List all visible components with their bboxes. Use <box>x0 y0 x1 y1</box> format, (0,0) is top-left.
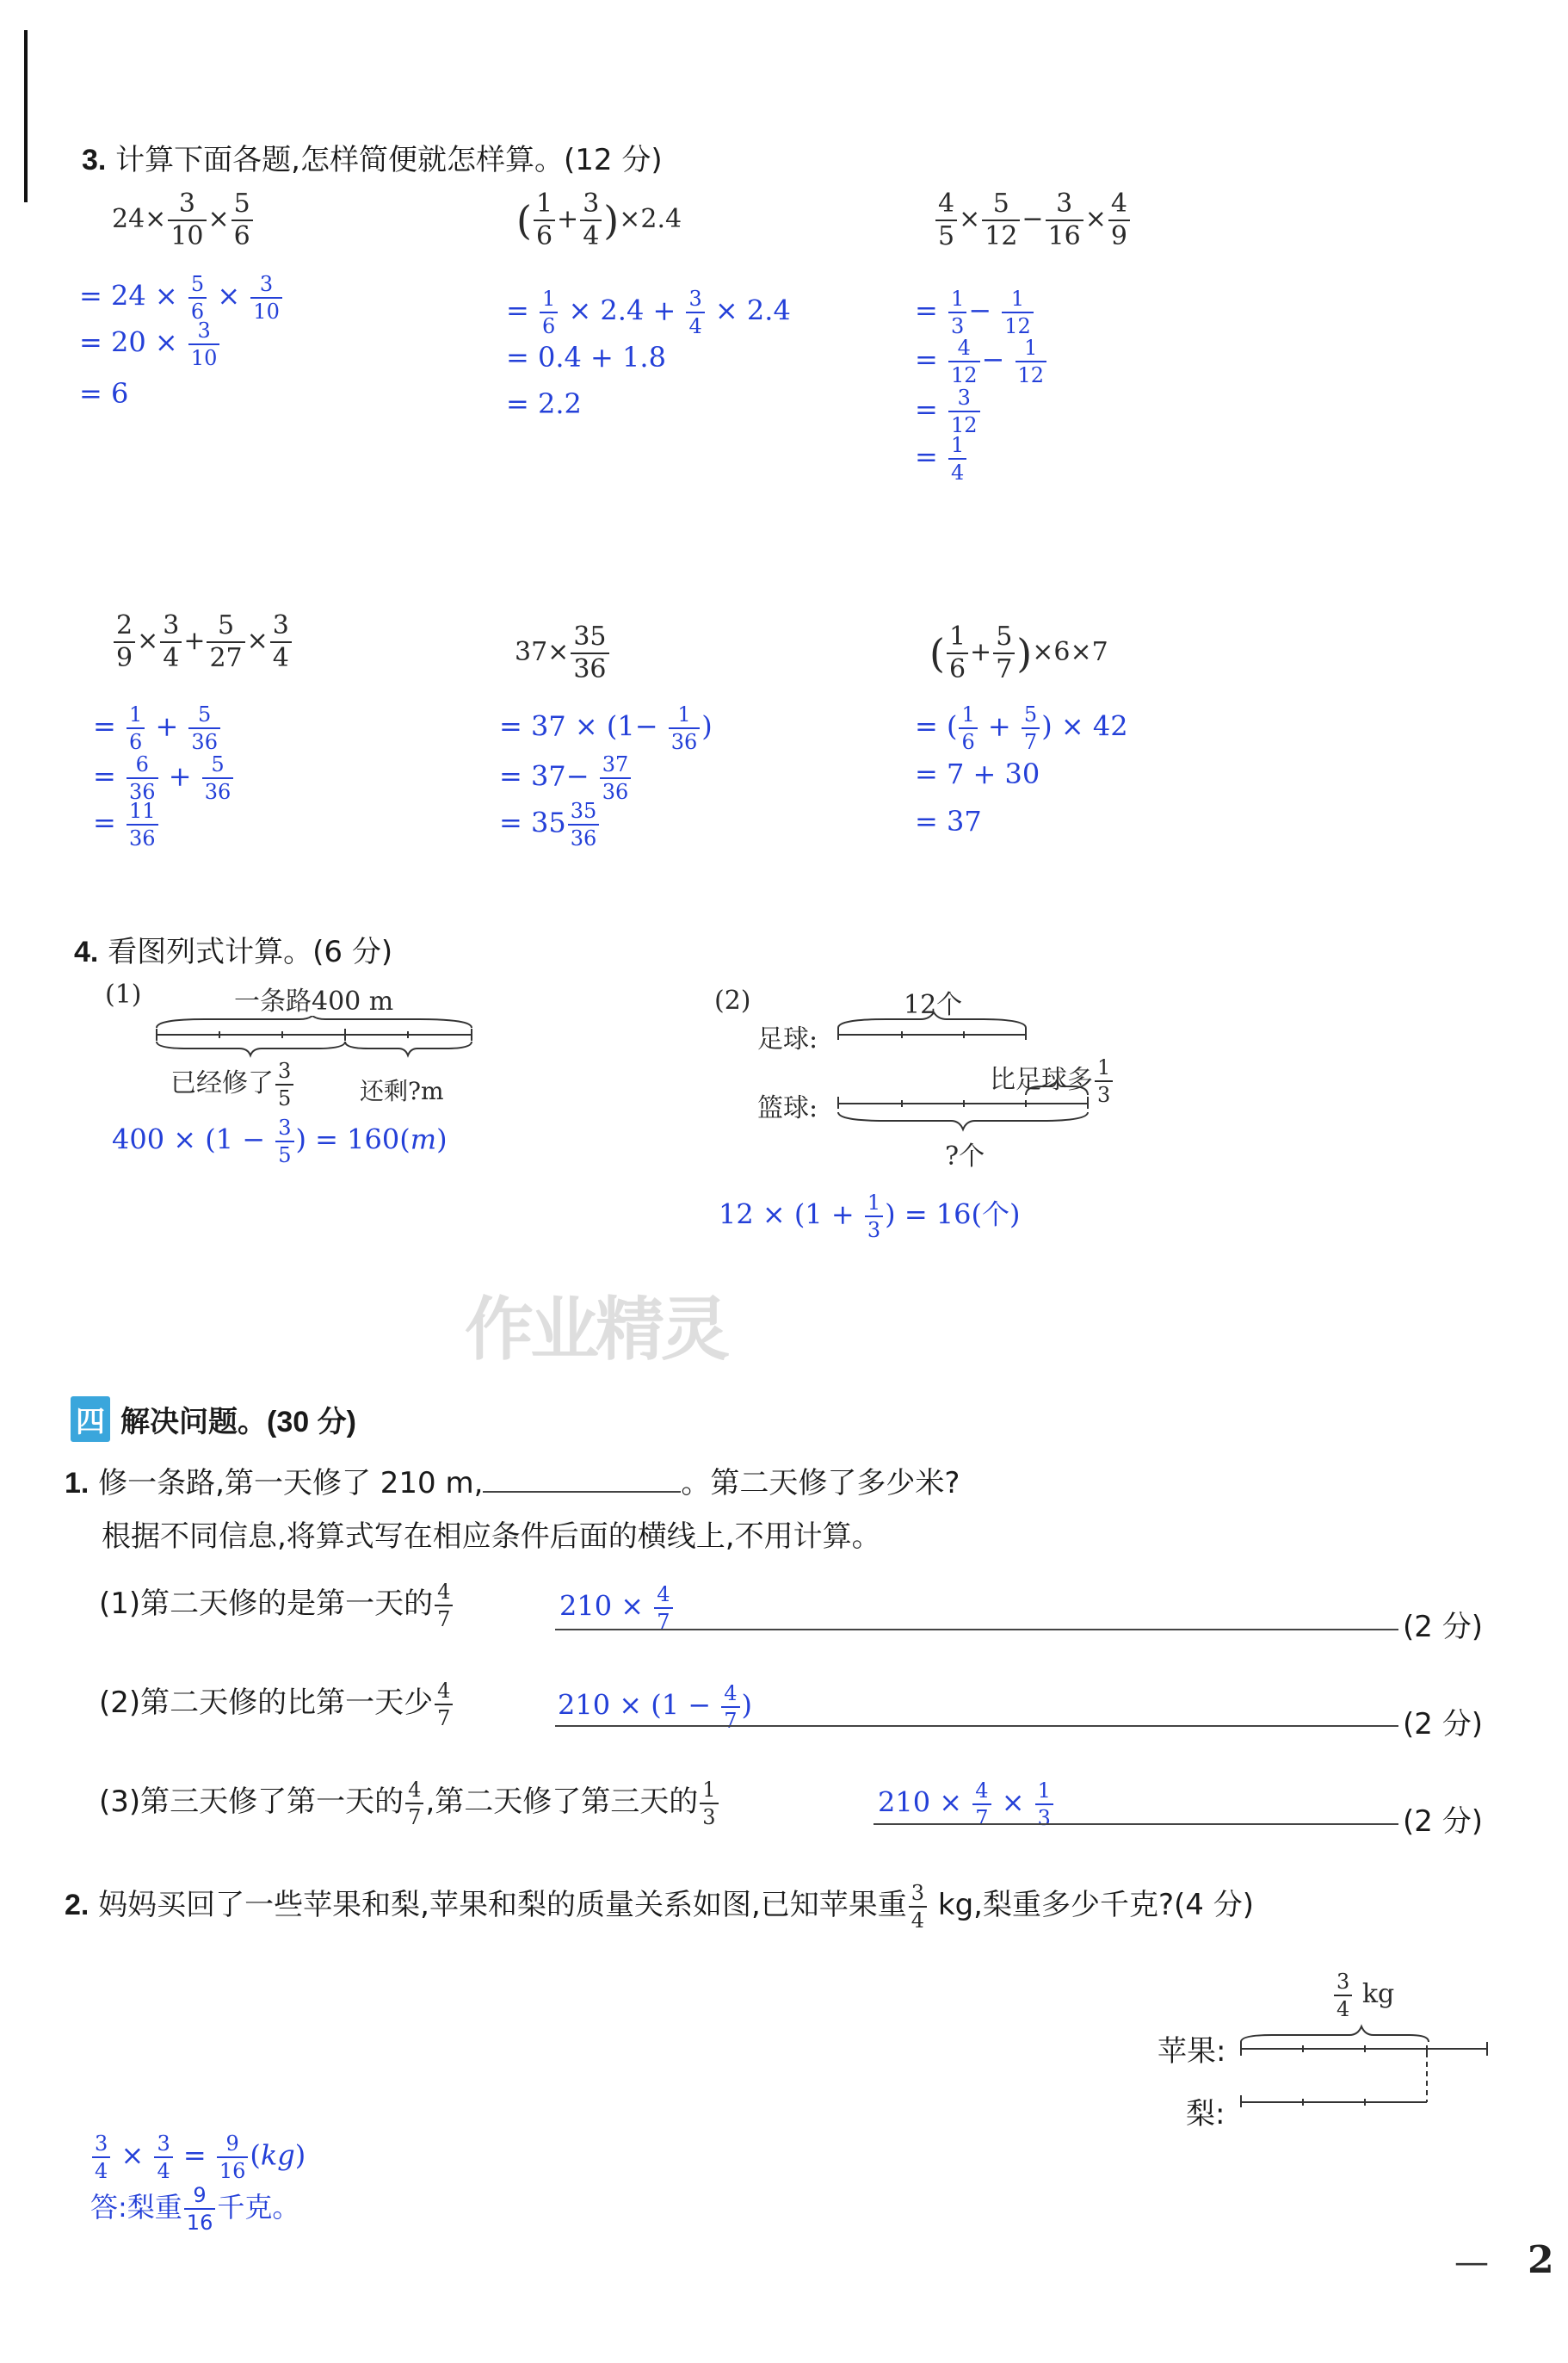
q4-part1-left: 还剩?m <box>360 1077 444 1105</box>
q4-part2-top: 12个 <box>904 990 963 1020</box>
s4-q1-item1-answer[interactable]: 210 × $\frac{4}{7}$ <box>559 1584 675 1632</box>
q4-part2-bottom: ?个 <box>945 1141 985 1172</box>
q3-p6-problem: ( $\frac{1}{6}$ + $\frac{5}{7}$ )×6×7 <box>929 622 1108 684</box>
q3-p2-step1: = $\frac{1}{6}$ × 2.4 + $\frac{3}{4}$ × 2.4 <box>506 287 791 338</box>
s4-q2-answer: $\frac{3}{4}$ × $\frac{3}{4}$ = $\frac{9}{16}$ (kg) <box>90 2133 306 2181</box>
s4-q1-blank[interactable] <box>483 1465 681 1493</box>
q3-p5-step2: = 37− $\frac{37}{36}$ <box>499 754 633 802</box>
q4-part1-top: 一条路400 m <box>234 987 394 1017</box>
q4-part2-answer: 12 × (1 + $\frac{1}{3}$ ) = 16(个) <box>719 1191 1021 1242</box>
q3-p3-step2: = $\frac{4}{12}$ − $\frac{1}{12}$ <box>915 337 1048 386</box>
s4-q2-text: 2. 妈妈买回了一些苹果和梨,苹果和梨的质量关系如图,已知苹果重 $\frac{3}{4}$ kg,梨重多少千克?(4 分) <box>65 1880 1254 1933</box>
page-number: 2 <box>1528 2238 1554 2282</box>
margin-bar <box>24 30 28 202</box>
s4-q1-item1-score: (2 分) <box>1403 1610 1483 1644</box>
q3-p5-step3: = 35 $\frac{35}{36}$ <box>499 801 601 849</box>
section4-title: 解决问题。(30 分) <box>120 1406 356 1438</box>
q3-p3-step4: = $\frac{1}{4}$ <box>915 435 968 483</box>
q3-p2-step2: = 0.4 + 1.8 <box>506 341 666 374</box>
s4-q1-line2: 根据不同信息,将算式写在相应条件后面的横线上,不用计算。 <box>102 1519 881 1554</box>
s4-q1-item3-score: (2 分) <box>1403 1804 1483 1839</box>
q3-number: 3. <box>82 144 107 176</box>
q4-part1-diagram <box>153 1016 480 1059</box>
q3-p1-problem: 24× $\frac{3}{10}$ × $\frac{5}{6}$ <box>112 191 255 250</box>
q3-p6-step3: = 37 <box>915 805 982 838</box>
q4-part1-done: 已经修了 $\frac{3}{5}$ <box>170 1061 295 1109</box>
q4-number: 4. <box>74 936 99 968</box>
q4-part2-label: (2) <box>714 986 751 1016</box>
s4-q1-item2-label: (2)第二天修的比第一天少 $\frac{4}{7}$ <box>99 1679 454 1729</box>
q3-p4-step2: = $\frac{6}{36}$ + $\frac{5}{36}$ <box>93 754 235 802</box>
q3-p6-step1: = ( $\frac{1}{6}$ + $\frac{5}{7}$ ) × 42 <box>915 702 1128 754</box>
s4-q2-apple: 苹果: <box>1157 2034 1226 2069</box>
q4-part1-answer: 400 × (1 − $\frac{3}{5}$ ) = 160(m) <box>112 1116 448 1167</box>
s4-q2-pear: 梨: <box>1186 2097 1225 2131</box>
q4-part1-label: (1) <box>105 980 142 1010</box>
q3-p4-problem: $\frac{2}{9}$ × $\frac{3}{4}$ + $\frac{5}{27}$ × $\frac{3}{4}$ <box>112 613 293 671</box>
page-dash: — <box>1454 2242 1489 2282</box>
q3-p2-step3: = 2.2 <box>506 387 582 420</box>
q3-p1-step3: = 6 <box>79 377 129 410</box>
s4-q1-item3-answer[interactable]: 210 × $\frac{4}{7}$ × $\frac{1}{3}$ <box>878 1780 1055 1828</box>
s4-q2-final: 答:梨重 $\frac{9}{16}$ 千克。 <box>90 2183 300 2235</box>
q3-p5-step1: = 37 × (1− $\frac{1}{36}$ ) <box>499 702 713 754</box>
s4-q1-line1: 1. 修一条路,第一天修了 210 m, 。第二天修了多少米? <box>65 1466 960 1500</box>
q4-part2-basketball: 篮球: <box>757 1093 818 1123</box>
watermark: 作业精灵 <box>465 1290 726 1370</box>
q3-p1-step1: = 24 × $\frac{5}{6}$ × $\frac{3}{10}$ <box>79 274 284 322</box>
s4-q1-item1-label: (1)第二天修的是第一天的 $\frac{4}{7}$ <box>99 1580 454 1630</box>
q3-p3-step3: = $\frac{3}{12}$ <box>915 387 982 436</box>
s4-q1-item1-line <box>555 1629 1398 1630</box>
s4-q1-item3-line <box>874 1823 1398 1825</box>
q3-p4-step3: = $\frac{11}{36}$ <box>93 801 160 849</box>
q4-part2-more: 比足球多 $\frac{1}{3}$ <box>990 1057 1114 1105</box>
q3-p6-step2: = 7 + 30 <box>915 758 1040 790</box>
s4-q2-kg-label: $\frac{3}{4}$ kg <box>1332 1971 1394 2020</box>
q4-part2-football: 足球: <box>757 1024 818 1055</box>
q3-title: 计算下面各题,怎样简便就怎样算。(12 分) <box>115 143 663 177</box>
s4-q1-item2-answer[interactable]: 210 × (1 − $\frac{4}{7}$ ) <box>558 1681 752 1733</box>
q4-heading <box>74 928 392 970</box>
s4-q1-item2-score: (2 分) <box>1403 1707 1483 1741</box>
q3-p5-problem: 37× $\frac{35}{36}$ <box>515 624 611 683</box>
s4-q1-item2-line <box>555 1725 1398 1727</box>
section4-heading <box>71 1396 356 1442</box>
s4-q2-diagram <box>1238 2014 1496 2109</box>
section4-badge: 四 <box>71 1396 110 1442</box>
q3-p2-problem: ( $\frac{1}{6}$ + $\frac{3}{4}$ )×2.4 <box>516 189 682 251</box>
q3-p4-step1: = $\frac{1}{6}$ + $\frac{5}{36}$ <box>93 704 222 752</box>
q4-title: 看图列式计算。(6 分) <box>108 935 393 969</box>
q3-heading <box>82 136 663 178</box>
q3-p1-step2: = 20 × $\frac{3}{10}$ <box>79 320 221 368</box>
q3-p3-problem: $\frac{4}{5}$ × $\frac{5}{12}$ − $\frac{3}{16}$ × $\frac{4}{9}$ <box>934 191 1132 250</box>
s4-q1-item3-label: (3)第三天修了第一天的 $\frac{4}{7}$ ,第二天修了第三天的 $\frac{1}{3}$ <box>99 1778 720 1828</box>
q3-p3-step1: = $\frac{1}{3}$ − $\frac{1}{12}$ <box>915 288 1035 337</box>
